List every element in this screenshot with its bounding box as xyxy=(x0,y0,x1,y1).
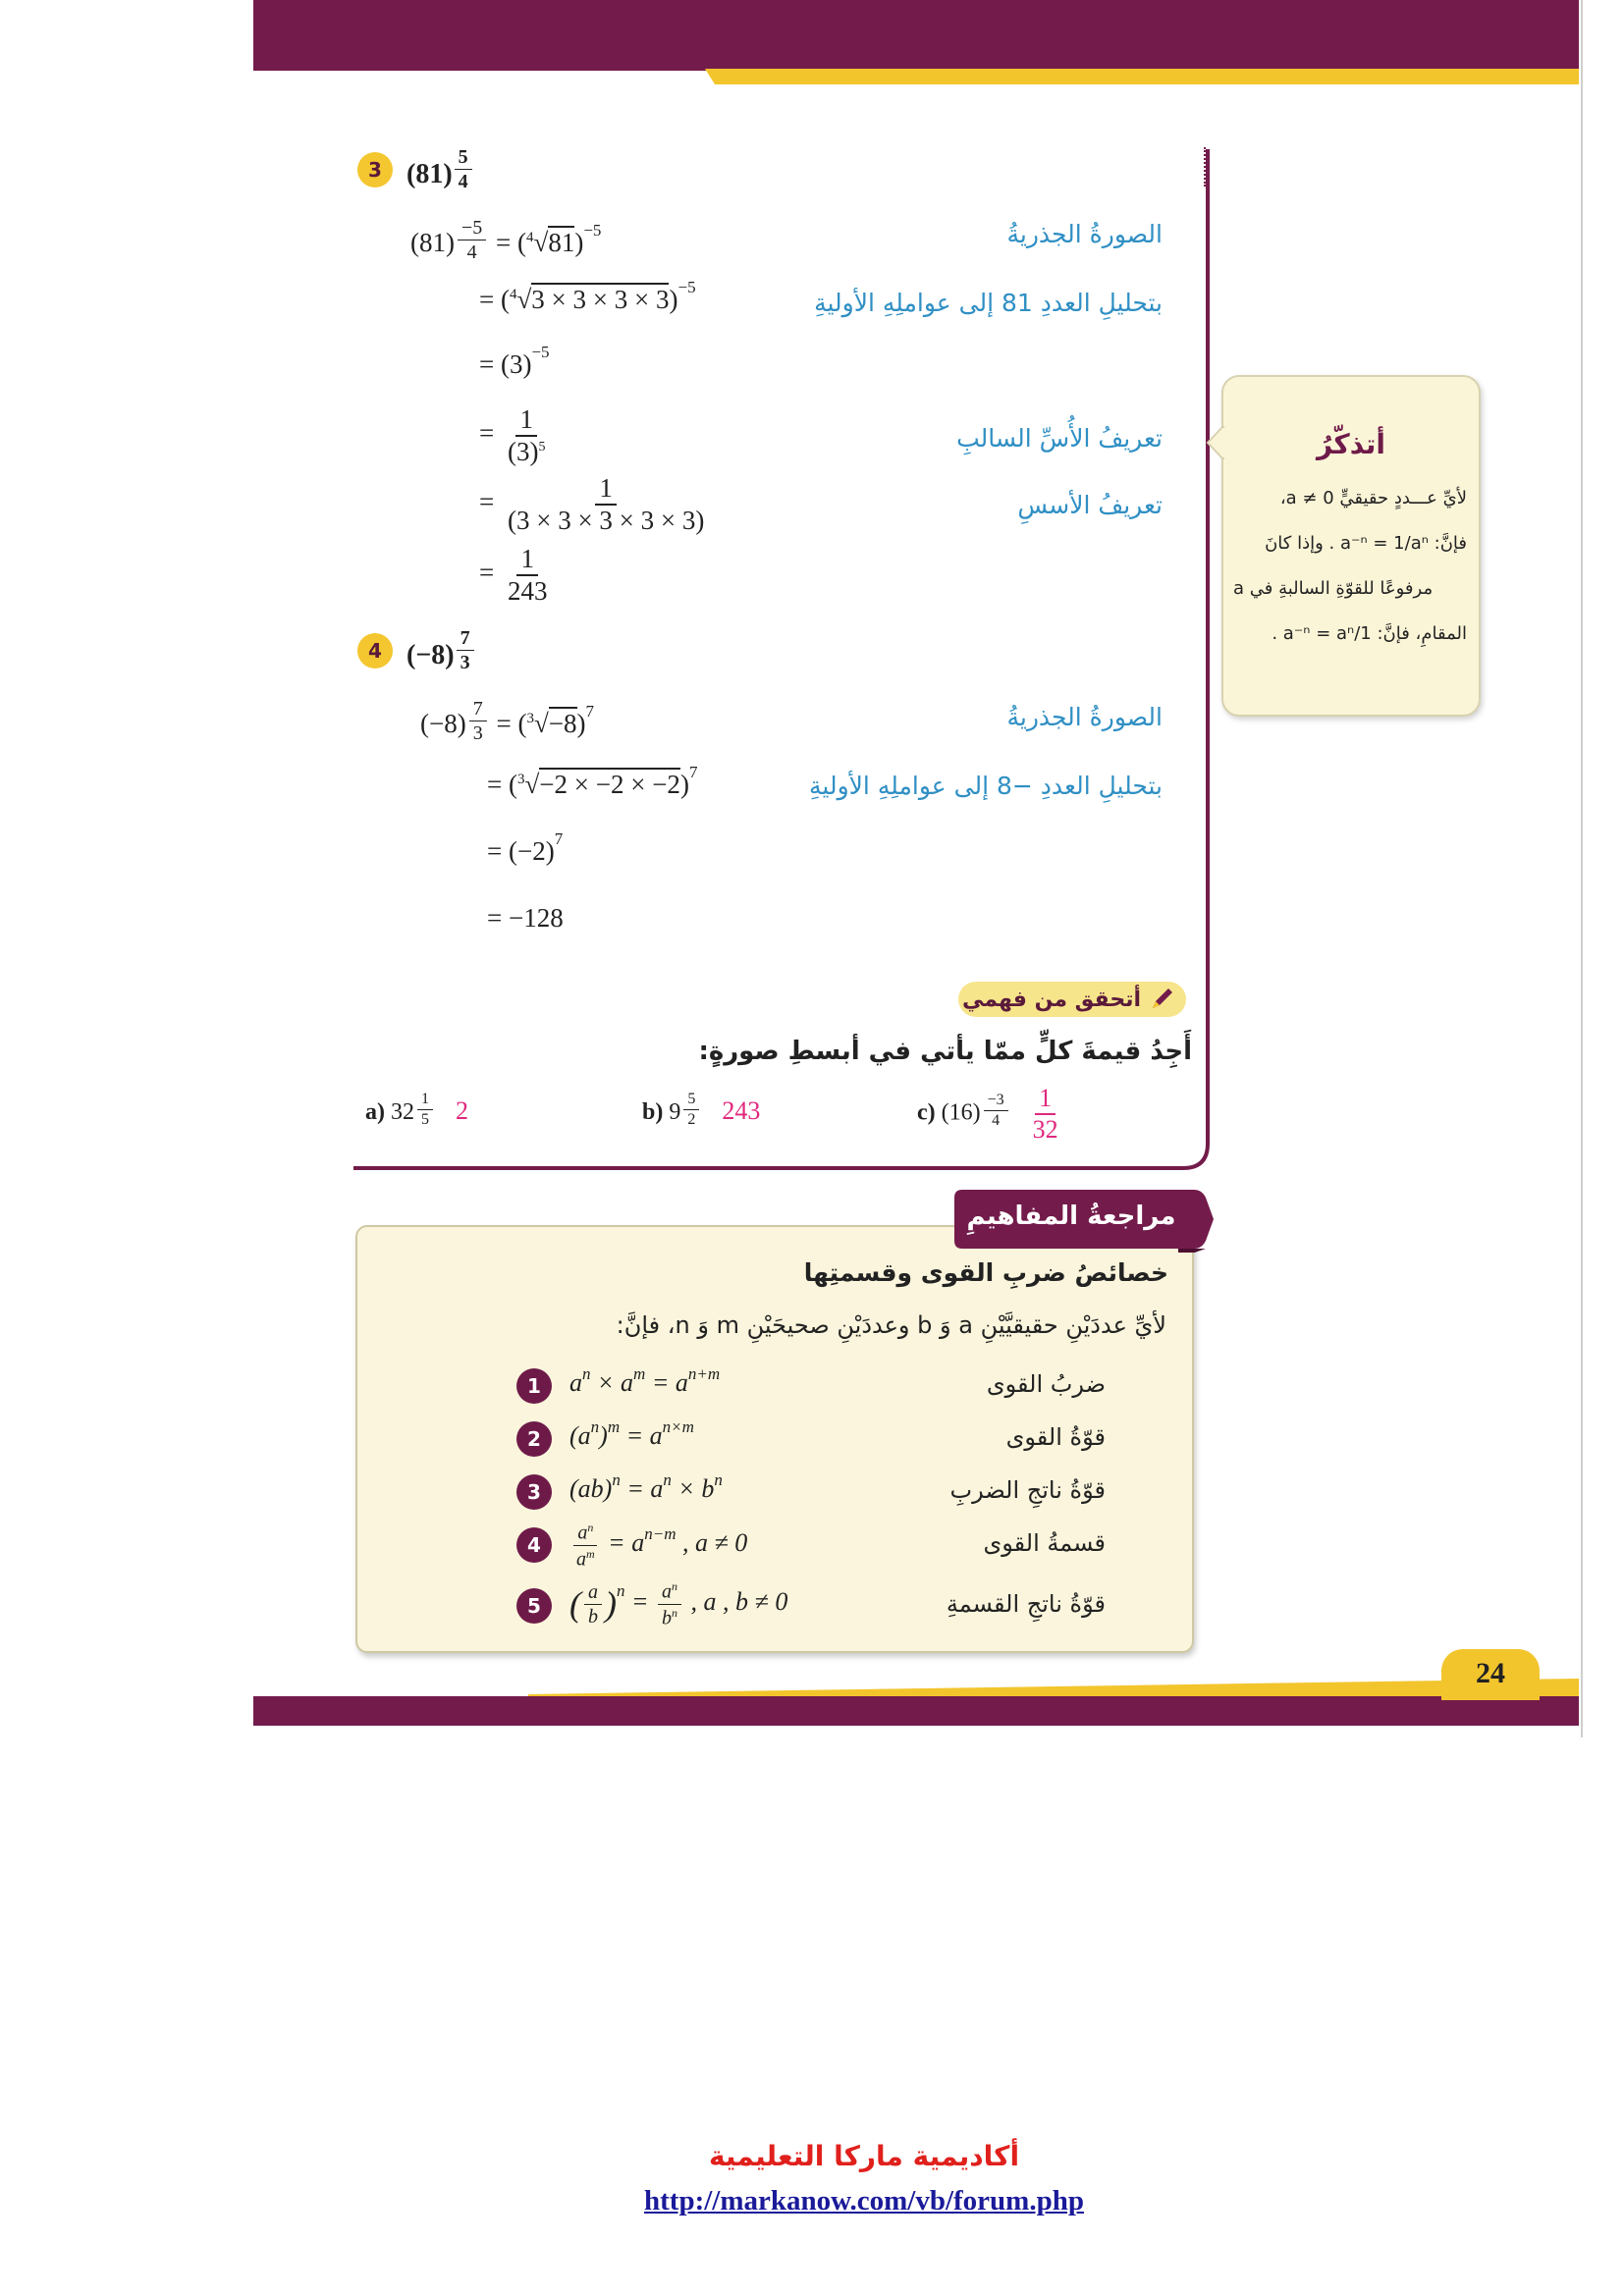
example4-label-2: بتحليلِ العددِ −8 إلى عواملِهِ الأوليةِ xyxy=(809,772,1163,800)
concept-3-name: قوّةُ ناتجِ الضربِ xyxy=(949,1476,1106,1504)
concept-5-badge: 5 xyxy=(516,1588,552,1624)
concept-row-1: 1 $a^n \times a^m = a^{n+m}$ ضربُ القوى xyxy=(516,1366,1106,1406)
bottom-banner xyxy=(253,1696,1579,1726)
remember-line-3: a مرفوعًا للقوّةِ السالبةِ في xyxy=(1233,578,1434,599)
check-item-a: a) 32 $\frac{1}{5}$ 2 xyxy=(365,1091,468,1128)
concept-2-name: قوّةُ القوى xyxy=(1005,1423,1106,1451)
remember-pointer xyxy=(1206,426,1225,459)
example4-label-1: الصورةُ الجذريةُ xyxy=(1006,703,1163,731)
check-answer-a: 2 xyxy=(456,1096,468,1125)
example3-label-4: تعريفُ الأُسِّ السالبِ xyxy=(956,424,1163,453)
example4-title-exp-den: 3 xyxy=(460,652,470,673)
example3-title-exp-den: 4 xyxy=(458,171,468,192)
example3-label-2: بتحليلِ العددِ 81 إلى عواملِهِ الأوليةِ xyxy=(814,289,1163,317)
example3-step-3: = $(3)^{-5}$ xyxy=(479,343,550,379)
concept-4-badge: 4 xyxy=(516,1527,552,1563)
example3-label-5: تعريفُ الأسسِ xyxy=(1017,491,1163,519)
academy-name: أكاديمية ماركا التعليمية xyxy=(708,2140,1020,2172)
concept-row-5: 5 ( $\frac{a}{b}$ )$^n$ = $\frac{a^n}{b^n}$ , a , b ≠ 0 قوّةُ ناتجِ القسمةِ xyxy=(516,1580,1106,1629)
concepts-title: خصائصُ ضربِ القوى وقسمتِها xyxy=(803,1258,1168,1287)
page-number: 24 xyxy=(1476,1657,1505,1689)
concept-row-3: 3 $(ab)^n = a^n \times b^n$ قوّةُ ناتجِ الضربِ xyxy=(516,1472,1106,1512)
example4-step-3: = $(-2)^7$ xyxy=(487,829,564,866)
check-header xyxy=(958,982,1186,1017)
example3-step-5: = $\frac{1}{(3 \times 3 \times 3 \times 3 \times 3)}$ xyxy=(479,473,705,535)
concept-2-badge: 2 xyxy=(516,1421,552,1457)
check-item-c: c) (16) $\frac{-3}{4}$ $\frac{1}{32}$ xyxy=(917,1086,1065,1143)
example3-badge: 3 xyxy=(357,152,393,187)
concept-row-4: 4 $\frac{a^n}{a^m}$ = $a^{n-m}$ , a ≠ 0 قسمةُ القوى xyxy=(516,1522,1106,1569)
bottom-banner-stripe xyxy=(253,1669,1579,1698)
example4-badge: 4 xyxy=(357,633,393,668)
example4-title xyxy=(406,628,477,672)
remember-line-1: لأيِّ عـــددٍ حقيقيٍّ a ≠ 0، xyxy=(1279,488,1467,508)
top-banner xyxy=(253,0,1579,71)
check-answer-c: $\frac{1}{32}$ xyxy=(1032,1084,1058,1144)
example4-step-4: = −128 xyxy=(487,903,564,933)
concepts-header: مراجعةُ المفاهيمِ xyxy=(966,1201,1176,1231)
example3-title-base: (81) xyxy=(406,159,453,189)
example3-step-6: = $\frac{1}{243}$ xyxy=(479,544,548,606)
remember-line-2: فإنَّ: a⁻ⁿ = 1/aⁿ . وإذا كانَ xyxy=(1265,533,1467,554)
academy-link[interactable]: http://markanow.com/vb/forum.php xyxy=(644,2185,1084,2216)
concept-1-badge: 1 xyxy=(516,1368,552,1404)
example4-title-exp-num: 7 xyxy=(457,628,474,651)
check-answer-b: 243 xyxy=(722,1096,761,1125)
example3-step-1: (81) $\frac{-5}{4}$ = $(^4√81)^{-5}$ xyxy=(410,217,602,263)
check-header-label: أتحقق من فهمي xyxy=(962,987,1141,1012)
remember-line-4: المقامِ، فإنَّ: 1/a⁻ⁿ = aⁿ . xyxy=(1272,623,1467,644)
example4-step-1: (−8) $\frac{7}{3}$ = $(^3√-8)^7$ xyxy=(420,698,594,744)
concept-3-badge: 3 xyxy=(516,1474,552,1510)
example3-step-4: = $\frac{1}{(3)^5}$ xyxy=(479,404,546,466)
example3-label-1: الصورةُ الجذريةُ xyxy=(1006,220,1163,248)
example3-title-exp-num: 5 xyxy=(455,147,472,170)
check-instruction: أَجِدُ قيمةَ كلٍّ ممّا يأتي في أبسطِ صورةٍ: xyxy=(698,1037,1192,1066)
example4-title-base: (−8) xyxy=(406,640,455,670)
concept-row-2: 2 $(a^n)^m = a^{n\times m}$ قوّةُ القوى xyxy=(516,1419,1106,1459)
remember-note xyxy=(1221,375,1481,717)
concept-1-name: ضربُ القوى xyxy=(986,1370,1106,1398)
remember-body xyxy=(1223,460,1479,657)
check-item-b: b) 9 $\frac{5}{2}$ 243 xyxy=(642,1091,761,1128)
remember-title: أتذكّرُ xyxy=(1317,428,1385,460)
example3-step-2: = $(^4√3 \times 3 \times 3 \times 3)^{-5}$ xyxy=(479,278,696,314)
example-box-dotted xyxy=(1204,147,1206,187)
concept-5-name: قوّةُ ناتجِ القسمةِ xyxy=(946,1590,1106,1618)
example4-step-2: = $(^3√-2 \times -2 \times -2)^7$ xyxy=(487,763,698,799)
page-right-edge xyxy=(1581,0,1583,1737)
pencil-icon xyxy=(1147,985,1176,1014)
example3-title xyxy=(406,147,475,191)
concepts-intro: لأيِّ عددَيْنِ حقيقيَّيْنِ a وَ b وعددَيْنِ صحيحَيْنِ m وَ n، فإنَّ: xyxy=(616,1311,1166,1339)
concept-4-name: قسمةُ القوى xyxy=(983,1529,1106,1557)
top-banner-stripe xyxy=(253,69,1579,86)
